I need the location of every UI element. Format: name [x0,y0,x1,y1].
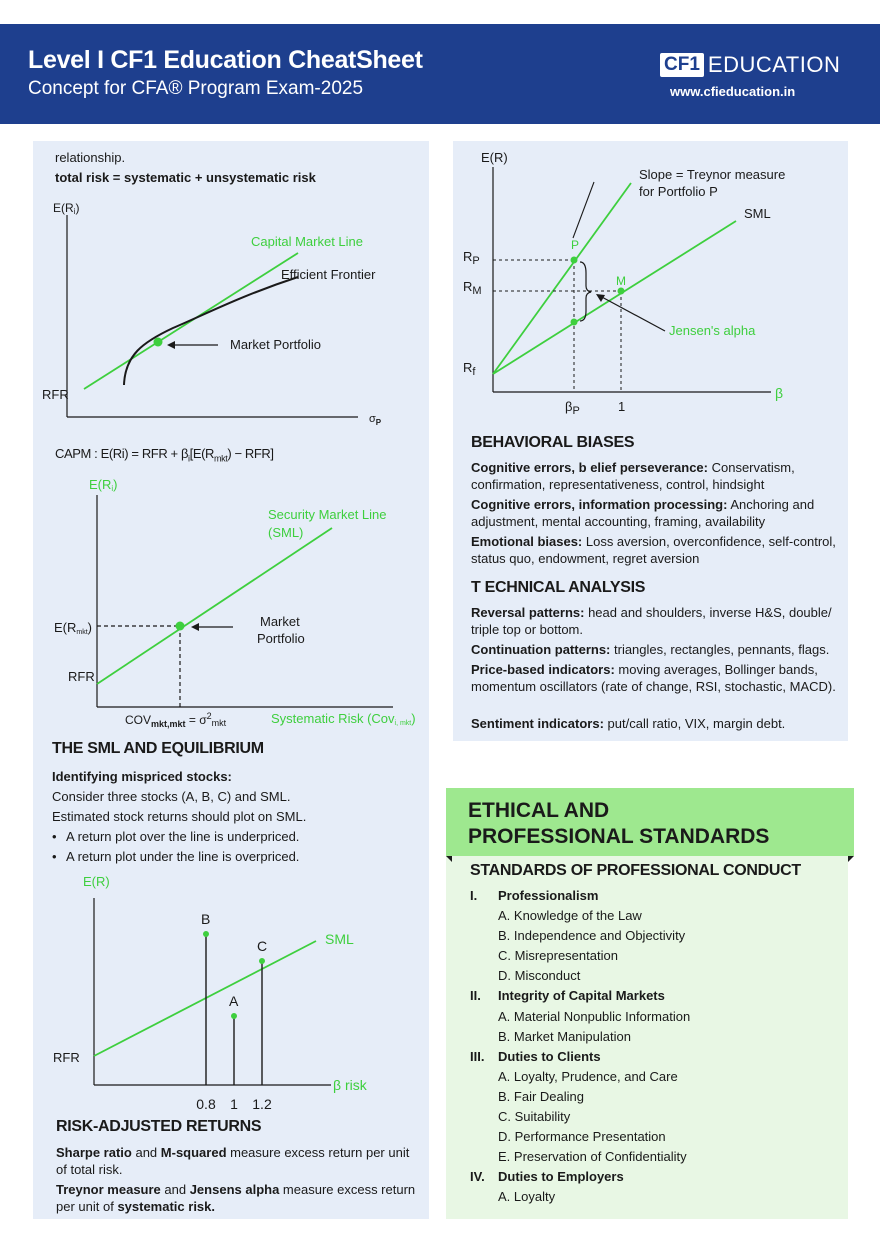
total-risk-formula: total risk = systematic + unsystematic risk [55,170,316,185]
intro-line: relationship. [55,150,126,165]
behavioral-item-3: Emotional biases: Loss aversion, overconfidence, self-control, status quo, endowment, regret aversion [471,534,836,566]
standard-subitem [470,1147,840,1167]
mispriced-heading: Identifying mispriced stocks: [52,769,232,784]
risk-adjusted-heading: RISK-ADJUSTED RETURNS [56,1118,262,1135]
betap-label: $\beta_P$ [565,399,580,417]
standard-subitem [470,1007,840,1027]
sml-market-label-1: Market [260,614,300,629]
bullet-overpriced: • A return plot under the line is overpriced. [66,848,299,865]
standard-heading [470,1047,840,1067]
technical-item-1: Reversal patterns: head and shoulders, inverse H&S, double/ triple top or bottom. [471,605,832,637]
treynor-y-label: E(R) [481,150,508,165]
cml-label: Capital Market Line [251,234,363,249]
standard-heading [470,986,840,1006]
sml-market-label-2: Portfolio [257,631,305,646]
roman-numeral: II. [470,988,481,1004]
abc-tick-label: 0.8 [196,1096,216,1112]
stock-b-label: B [201,911,211,927]
standard-subtitle: D. Performance Presentation [498,1129,666,1145]
efficient-frontier-curve [124,277,298,385]
standards-list [470,886,840,1208]
rm-label: $R_M$ [463,279,482,297]
standard-heading [470,886,840,906]
standard-subtitle: C. Misrepresentation [498,948,618,964]
rf-label: $R_f$ [463,360,476,378]
header-banner [0,24,880,124]
page-subtitle: Concept for CFA® Program Exam-2025 [28,78,364,99]
stock-a-label: A [229,993,239,1009]
security-market-line [97,528,332,684]
standard-subitem [470,1087,840,1107]
website-url: www.cfieducation.in [670,84,796,99]
capm-formula: CAPM : E(Ri) = RFR + $\beta_i[E(R_{mkt}) - RFR]$ [55,446,274,464]
ethics-banner [446,788,854,856]
roman-numeral: IV. [470,1169,485,1185]
sml-market-arrowhead [191,623,199,631]
standard-subtitle: A. Material Nonpublic Information [498,1008,691,1024]
sml-label-line2: (SML) [268,525,304,540]
standard-subitem [470,946,840,966]
jensens-alpha-label: Jensen's alpha [669,323,756,338]
standard-subitem [470,1107,840,1127]
standard-subtitle: B. Fair Dealing [498,1088,584,1104]
market-portfolio-label: Market Portfolio [230,337,322,352]
frontier-label: Efficient Frontier [281,267,376,282]
standard-subitem [470,1067,840,1087]
standard-title: Duties to Clients [498,1048,601,1064]
standard-subtitle: B. Independence and Objectivity [498,928,686,944]
roman-numeral: I. [470,888,478,903]
standard-title: Integrity of Capital Markets [498,988,665,1004]
treynor-chart [453,145,848,425]
standards-heading: STANDARDS OF PROFESSIONAL CONDUCT [470,862,801,879]
beta-one-label: 1 [618,399,626,414]
standard-subtitle: A. Knowledge of the Law [498,908,642,924]
behavioral-heading: BEHAVIORAL BIASES [471,434,635,451]
point-m [618,288,625,295]
market-portfolio-arrowhead [167,341,175,349]
mispriced-line-1: Consider three stocks (A, B, C) and SML. [52,789,291,804]
treynor-p-line [493,183,631,374]
standard-subitem [470,1027,840,1047]
standard-subitem [470,1127,840,1147]
standard-title: Professionalism [498,888,599,903]
roman-numeral: III. [470,1048,485,1064]
standard-title: Duties to Employers [498,1169,624,1185]
stock-c-label: C [257,938,268,954]
sml-chart [33,475,429,735]
technical-item-4: Sentiment indicators: put/call ratio, VIX, margin debt. [471,716,786,731]
standard-subitem [470,966,840,986]
banner-fold-left [446,856,452,862]
logo-mark: CF1 [660,53,704,77]
mispriced-stocks-chart [33,868,429,1118]
sml-market-point [176,622,185,631]
standard-subtitle: A. Loyalty, Prudence, and Care [498,1068,678,1084]
treynor-sml-line [493,221,736,374]
abc-tick-label: 1 [230,1096,238,1112]
point-sml-at-betap [571,319,578,326]
standard-subtitle: E. Preservation of Confidentiality [498,1149,687,1165]
rp-label: $R_P$ [463,249,480,267]
treynor-paragraph: Treynor measure and Jensens alpha measure excess return per unit of systematic risk. [56,1182,416,1214]
m-label: M [616,274,626,288]
stock-c-point [259,958,265,964]
standard-subtitle: B. Market Manipulation [498,1028,631,1044]
page-title: Level I CF1 Education CheatSheet [28,46,423,74]
point-p [571,257,578,264]
treynor-sml-label: SML [744,206,771,221]
logo-wordmark: EDUCATION [707,52,841,77]
slope-label-2: for Portfolio P [639,184,718,199]
abc-sml-label: SML [325,931,354,947]
standard-subtitle: D. Misconduct [498,968,581,984]
cml-rfr-label: RFR [42,387,69,402]
standard-subtitle: A. Loyalty [498,1189,556,1205]
bullet-underpriced: • A return plot over the line is underpriced. [66,828,299,845]
standard-heading [470,1167,840,1187]
abc-sml-line [94,941,316,1056]
cml-chart [33,195,429,435]
cml-y-label: E(Ri) [53,201,80,216]
standard-subitem [470,926,840,946]
sml-y-label: E(Ri) [89,477,118,493]
jensens-alpha-arrow [600,296,665,331]
standard-subitem [470,1187,840,1207]
behavioral-item-1: Cognitive errors, b elief perseverance: Conservatism, confirmation, representativeness, control, hindsight [471,460,795,492]
abc-tick-label: 1.2 [252,1096,272,1112]
abc-marks [196,911,272,1112]
technical-item-3: Price-based indicators: moving averages, Bollinger bands, momentum oscillators (rate of change, RSI, stochastic, MACD). [471,662,836,694]
stock-a-point [231,1013,237,1019]
sml-label-line1: Security Market Line [268,507,387,522]
sml-rfr-label: RFR [68,669,95,684]
abc-rfr-label: RFR [53,1050,80,1065]
sml-cov-label: $COV_{mkt,mkt} = \sigma^2_{mkt}$ [125,711,227,729]
banner-fold-right [848,856,854,862]
ethics-title: ETHICAL AND PROFESSIONAL STANDARDS [468,799,770,848]
technical-item-2: Continuation patterns: triangles, rectangles, pennants, flags. [471,642,830,657]
brand-logo [660,52,840,78]
behavioral-item-2: Cognitive errors, information processing: Anchoring and adjustment, mental accounting, framing, availability [471,497,815,529]
p-label: P [571,238,580,252]
sml-x-label: Systematic Risk (Covi, mkt) [271,711,416,727]
sharpe-paragraph: Sharpe ratio and M-squared measure excess return per unit of total risk. [56,1145,410,1177]
slope-label-1: Slope = Treynor measure [639,167,786,182]
stock-b-point [203,931,209,937]
cml-x-label: $\sigma_P$ [369,413,382,427]
market-portfolio-point [154,338,163,347]
beta-axis-label: β [775,385,784,401]
abc-x-label: β risk [333,1077,367,1093]
sml-erm-label: E(Rmkt) [54,620,93,636]
slope-pointer [573,182,594,238]
sml-equilibrium-heading: THE SML AND EQUILIBRIUM [52,740,264,757]
standard-subtitle: C. Suitability [498,1109,571,1125]
abc-y-label: E(R) [83,874,110,889]
standard-subitem [470,906,840,926]
technical-heading: T ECHNICAL ANALYSIS [471,579,646,596]
mispriced-line-2: Estimated stock returns should plot on SML. [52,809,307,824]
